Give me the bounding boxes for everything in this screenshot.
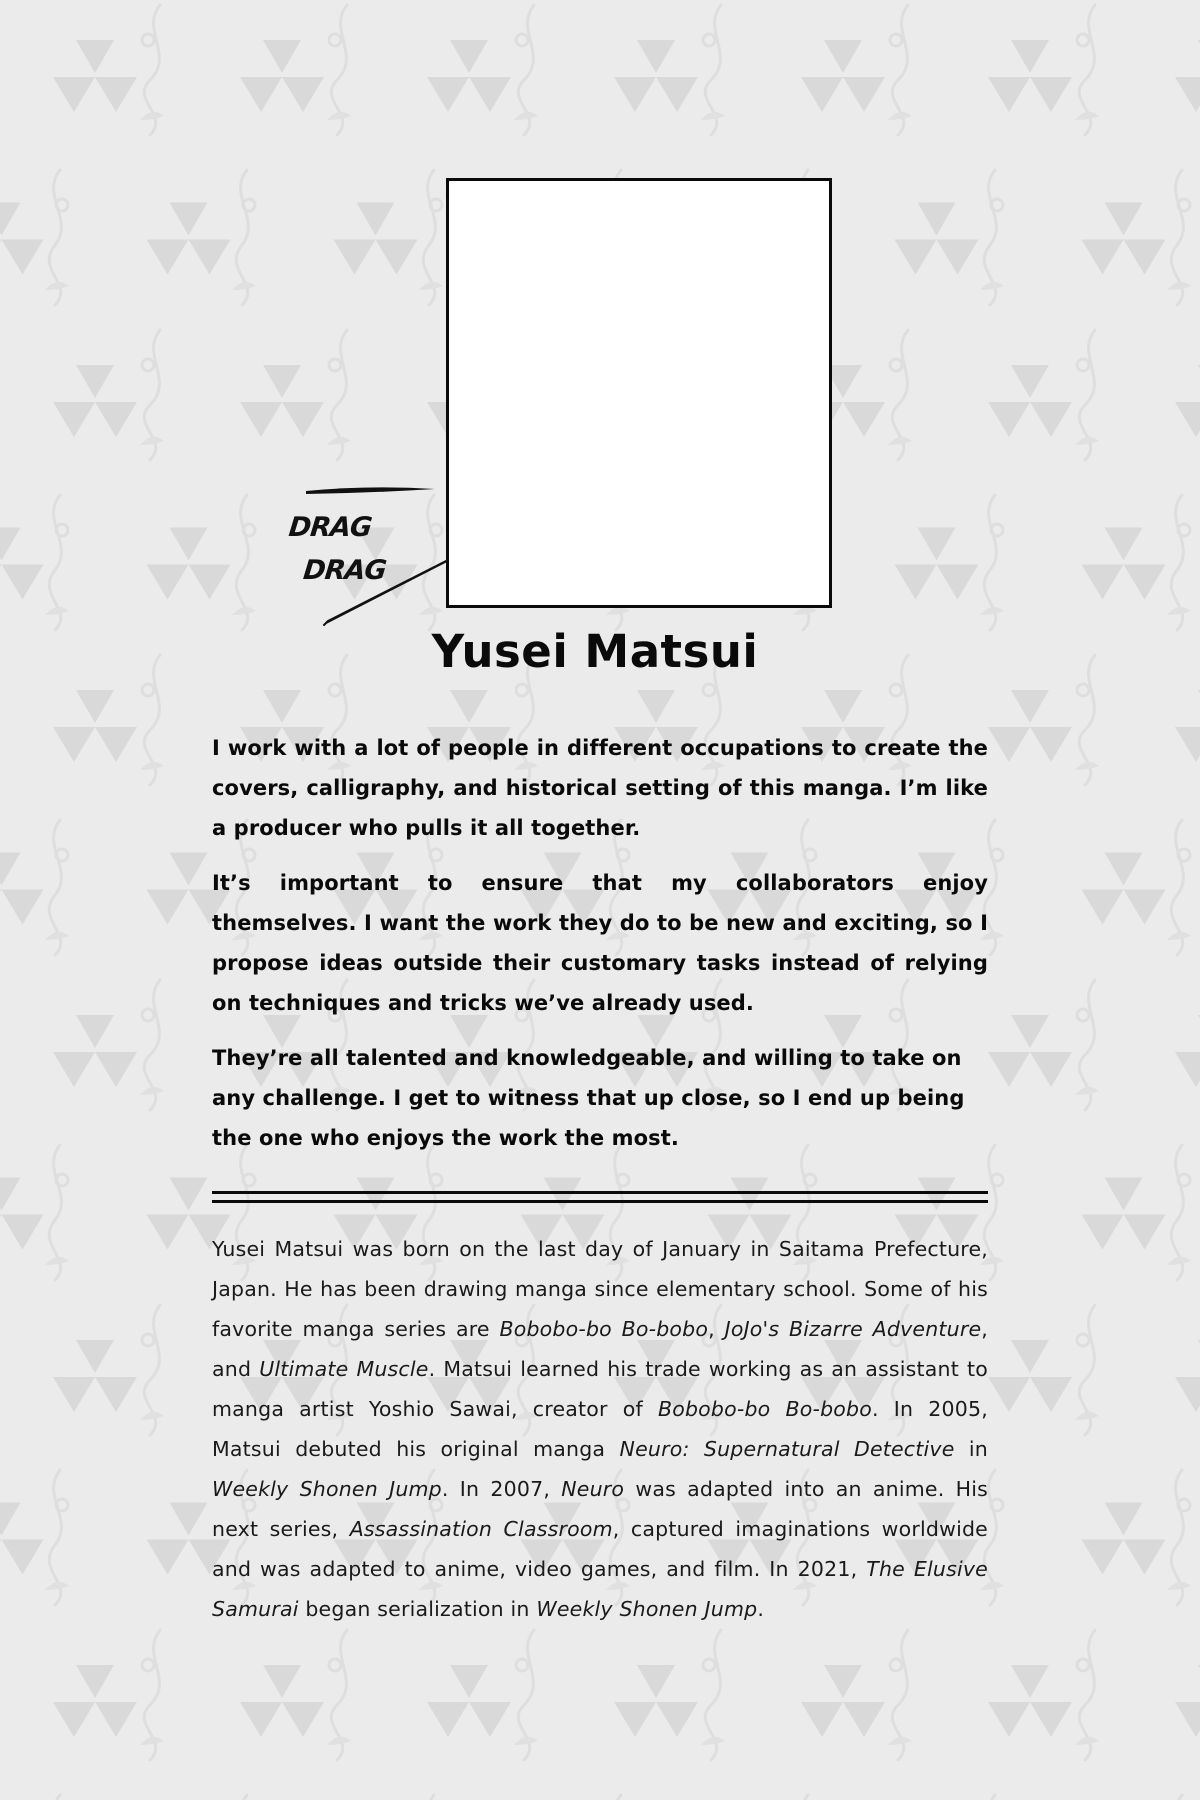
- bio-title-italic: Neuro: Supernatural Detective: [619, 1437, 955, 1461]
- author-statement: [212, 728, 988, 1173]
- statement-paragraph: They’re all talented and knowledgeable, and willing to take on any challenge. I get to witness that up close, so I end up being the one who enjoys the work the most.: [212, 1046, 965, 1150]
- author-biography: [212, 1229, 988, 1629]
- bio-text: , and: [212, 1317, 989, 1381]
- bio-text: ,: [708, 1317, 725, 1341]
- bio-title-italic: JoJo's Bizarre Adventure: [724, 1317, 982, 1341]
- brush-stroke-icon: [306, 487, 435, 494]
- bio-text: was adapted into an anime. His next series,: [212, 1477, 988, 1541]
- bio-text: . In 2005, Matsui debuted his original manga: [212, 1397, 988, 1461]
- bio-text: , captured imaginations worldwide and was adapted to anime, video games, and film. In 2021,: [212, 1517, 988, 1581]
- bio-title-italic: Assassination Classroom: [349, 1517, 613, 1541]
- bio-title-italic: Weekly Shonen Jump: [536, 1597, 758, 1621]
- bio-text: in: [954, 1437, 988, 1461]
- bio-title-italic: Bobobo-bo Bo-bobo: [499, 1317, 709, 1341]
- double-rule-divider: [212, 1190, 988, 1202]
- divider-line: [212, 1200, 988, 1203]
- author-photo-frame: [446, 178, 832, 608]
- bio-text: began serialization in: [298, 1597, 537, 1621]
- bio-title-italic: Bobobo-bo Bo-bobo: [657, 1397, 872, 1421]
- author-name-heading: Yusei Matsui: [431, 625, 759, 678]
- bio-text: . In 2007,: [441, 1477, 562, 1501]
- bio-text: Yusei Matsui was born on the last day of January in Saitama Prefecture, Japan. He has been drawing manga since elementary school. Some of his favorite manga series are: [212, 1237, 988, 1341]
- bio-text: . Matsui learned his trade working as an assistant to manga artist Yoshio Sawai, creator of: [212, 1357, 988, 1421]
- bio-title-italic: Ultimate Muscle: [259, 1357, 429, 1381]
- divider-line: [212, 1191, 988, 1194]
- bio-title-italic: Weekly Shonen Jump: [212, 1477, 442, 1501]
- drag-sound-effect: [280, 470, 460, 630]
- statement-paragraph: I work with a lot of people in different occupations to create the covers, calligraphy, and historical setting of this manga. I’m like a producer who pulls it all together.: [212, 736, 988, 840]
- sfx-drag-2: DRAG: [301, 555, 388, 586]
- bio-title-italic: Neuro: [561, 1477, 625, 1501]
- sfx-drag-1: DRAG: [287, 512, 373, 543]
- bio-text: .: [757, 1597, 765, 1621]
- statement-paragraph: It’s important to ensure that my collaborators enjoy themselves. I want the work they do to be new and exciting, so I propose ideas outside their customary tasks instead of relying on techniques and tricks we’ve already used.: [212, 871, 988, 1015]
- bio-title-italic: The Elusive Samurai: [212, 1557, 988, 1621]
